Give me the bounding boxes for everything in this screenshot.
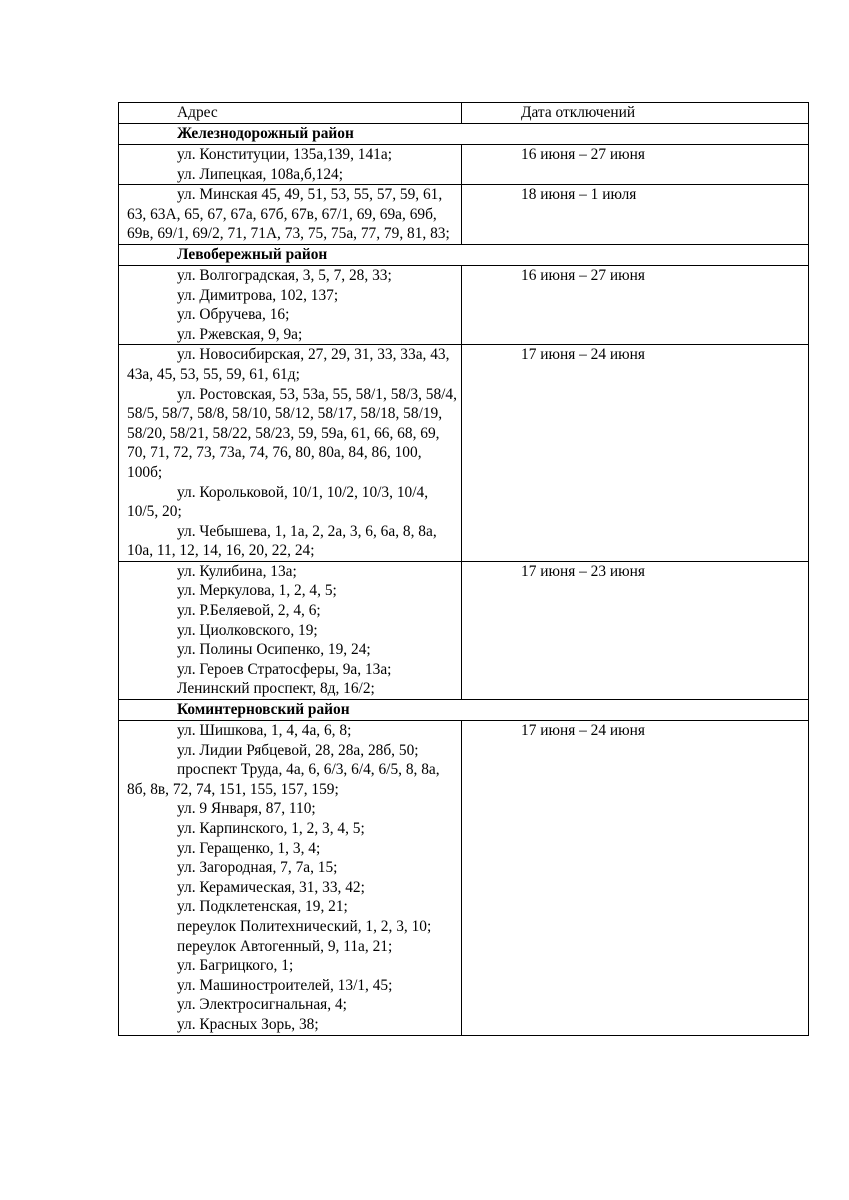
district-name: Коминтерновский район [119, 700, 809, 721]
table-row [119, 721, 809, 1036]
address-line: ул. Геращенко, 1, 3, 4; [177, 839, 321, 857]
address-line: ул. Кулибина, 13а; [177, 562, 297, 580]
district-name: Левобережный район [119, 244, 809, 265]
table-row [119, 145, 809, 185]
district-row [119, 244, 809, 265]
address-line: ул. Липецкая, 108а,б,124; [177, 165, 344, 183]
address-line: ул. Р.Беляевой, 2, 4, 6; [177, 602, 321, 620]
address-line: ул. Загородная, 7, 7а, 15; [177, 859, 338, 877]
address-line: ул. Полины Осипенко, 19, 24; [177, 641, 371, 659]
table-row [119, 185, 809, 245]
table-header-row [119, 103, 809, 124]
outage-table-body [119, 103, 809, 1036]
header-date: Дата отключений [462, 103, 809, 124]
address-cell [119, 265, 462, 344]
address-cell [119, 561, 462, 699]
date-cell: 16 июня – 27 июня [462, 265, 809, 344]
address-line: ул. Новосибирская, 27, 29, 31, 33, 33а, 43, 43а, 45, 53, 55, 59, 61, 61д; [127, 346, 450, 383]
address-line: ул. Волгоградская, 3, 5, 7, 28, 33; [177, 266, 392, 284]
address-line: ул. Меркулова, 1, 2, 4, 5; [177, 582, 337, 600]
outage-table [118, 102, 809, 1036]
address-line: ул. Шишкова, 1, 4, 4а, 6, 8; [177, 722, 352, 740]
address-line: ул. Корольковой, 10/1, 10/2, 10/3, 10/4, 10/5, 20; [127, 483, 429, 521]
address-line: ул. Обручева, 16; [177, 306, 290, 324]
district-name: Железнодорожный район [119, 124, 809, 145]
address-line: проспект Труда, 4а, 6, 6/3, 6/4, 6/5, 8, 8а, 8б, 8в, 72, 74, 151, 155, 157, 159; [127, 761, 440, 798]
address-line: ул. Машиностроителей, 13/1, 45; [177, 976, 393, 994]
address-line: ул. Конституции, 135а,139, 141а; [177, 146, 392, 163]
address-line: Ленинский проспект, 8д, 16/2; [177, 680, 375, 698]
address-line: ул. Димитрова, 102, 137; [177, 286, 339, 304]
date-cell: 16 июня – 27 июня [462, 145, 809, 185]
address-line: ул. Керамическая, 31, 33, 42; [177, 878, 365, 896]
address-line: ул. Минская 45, 49, 51, 53, 55, 57, 59, 61, 63, 63А, 65, 67, 67а, 67б, 67в, 67/1, 69, 69а, 69б, 69в, 69/1, 69/2, 71, 71А, 73, 75, 75а, 77, 79, 81, 83; [127, 186, 450, 243]
address-line: переулок Автогенный, 9, 11а, 21; [177, 937, 393, 955]
table-row [119, 345, 809, 562]
address-cell [119, 185, 462, 245]
date-cell: 18 июня – 1 июля [462, 185, 809, 245]
address-line: ул. Красных Зорь, 38; [177, 1015, 319, 1033]
table-row [119, 561, 809, 699]
date-cell: 17 июня – 23 июня [462, 561, 809, 699]
table-row [119, 265, 809, 344]
district-row [119, 700, 809, 721]
date-cell: 17 июня – 24 июня [462, 721, 809, 1036]
date-cell: 17 июня – 24 июня [462, 345, 809, 562]
header-address: Адрес [119, 103, 462, 124]
address-cell [119, 721, 462, 1036]
address-line: ул. Карпинского, 1, 2, 3, 4, 5; [177, 820, 365, 837]
address-line: ул. Циолковского, 19; [177, 621, 318, 639]
address-line: ул. Багрицкого, 1; [177, 957, 294, 975]
address-line: ул. Чебышева, 1, 1а, 2, 2а, 3, 6, 6а, 8, 8а, 10а, 11, 12, 14, 16, 20, 22, 24; [127, 522, 437, 560]
address-line: ул. Подклетенская, 19, 21; [177, 898, 348, 916]
address-cell [119, 345, 462, 562]
address-line: ул. Электросигнальная, 4; [177, 996, 347, 1014]
address-line: ул. Лидии Рябцевой, 28, 28а, 28б, 50; [177, 741, 419, 759]
address-line: ул. Героев Стратосферы, 9а, 13а; [177, 660, 392, 678]
address-line: переулок Политехнический, 1, 2, 3, 10; [177, 917, 432, 935]
address-line: ул. 9 Января, 87, 110; [177, 800, 316, 818]
address-cell [119, 145, 462, 185]
district-row [119, 124, 809, 145]
address-line: ул. Ржевская, 9, 9а; [177, 325, 303, 343]
address-line: ул. Ростовская, 53, 53а, 55, 58/1, 58/3, 58/4, 58/5, 58/7, 58/8, 58/10, 58/12, 58/17, 58/18, 58/19, 58/20, 58/21, 58/22, 58/23, 59, 59а, 61, 66, 68, 69, 70, 71, 72, 73, 73а, 74, 76, 80, 80а, 84, 86, 100, 100б; [127, 385, 457, 481]
